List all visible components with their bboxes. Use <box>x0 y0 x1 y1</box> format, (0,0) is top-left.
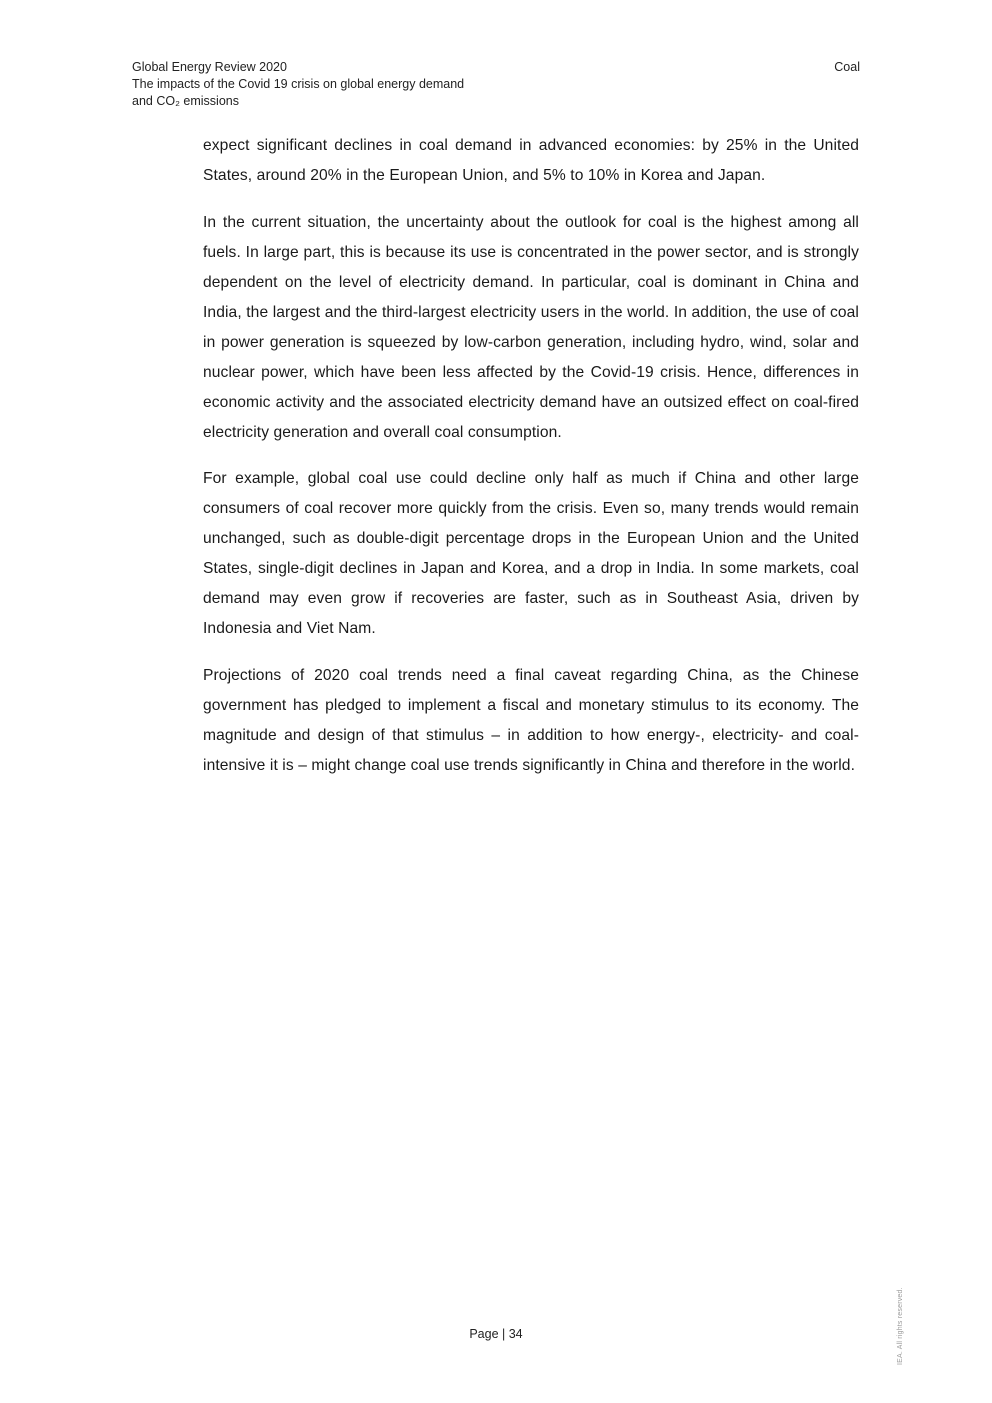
paragraph: In the current situation, the uncertainty about the outlook for coal is the highest among all fuels. In large part, this is because its use is concentrated in the power sector, and is strongly dependent on the level of electricity demand. In particular, coal is dominant in China and India, the largest and the third-largest electricity users in the world. In addition, the use of coal in power generation is squeezed by low-carbon generation, including hydro, wind, solar and nuclear power, which have been less affected by the Covid-19 crisis. Hence, differences in economic activity and the associated electricity demand have an outsized effect on coal-fired electricity generation and overall coal consumption. <box>203 213 859 441</box>
paragraph: For example, global coal use could decline only half as much if China and other large consumers of coal recover more quickly from the crisis. Even so, many trends would remain unchanged, such as double-digit percentage drops in the European Union and the United States, single-digit declines in Japan and Korea, and a drop in India. In some markets, coal demand may even grow if recoveries are faster, such as in Southeast Asia, driven by Indonesia and Viet Nam. <box>203 470 859 637</box>
body-text <box>203 131 859 797</box>
rights-notice: IEA. All rights reserved. <box>897 1287 904 1365</box>
page-number: Page | 34 <box>469 1327 523 1341</box>
paragraph: Projections of 2020 coal trends need a final caveat regarding China, as the Chinese government has pledged to implement a fiscal and monetary stimulus to its economy. The magnitude and design of that stimulus – in addition to how energy-, electricity- and coal-intensive it is – might change coal use trends significantly in China and therefore in the world. <box>203 666 859 774</box>
paragraph: expect significant declines in coal demand in advanced economies: by 25% in the United States, around 20% in the European Union, and 5% to 10% in Korea and Japan. <box>203 137 859 184</box>
report-subtitle-line-2: and CO₂ emissions <box>132 94 239 108</box>
report-title: Global Energy Review 2020 <box>132 60 287 74</box>
document-header <box>132 59 464 110</box>
section-name: Coal <box>834 60 860 74</box>
report-subtitle-line-1: The impacts of the Covid 19 crisis on global energy demand <box>132 77 465 91</box>
